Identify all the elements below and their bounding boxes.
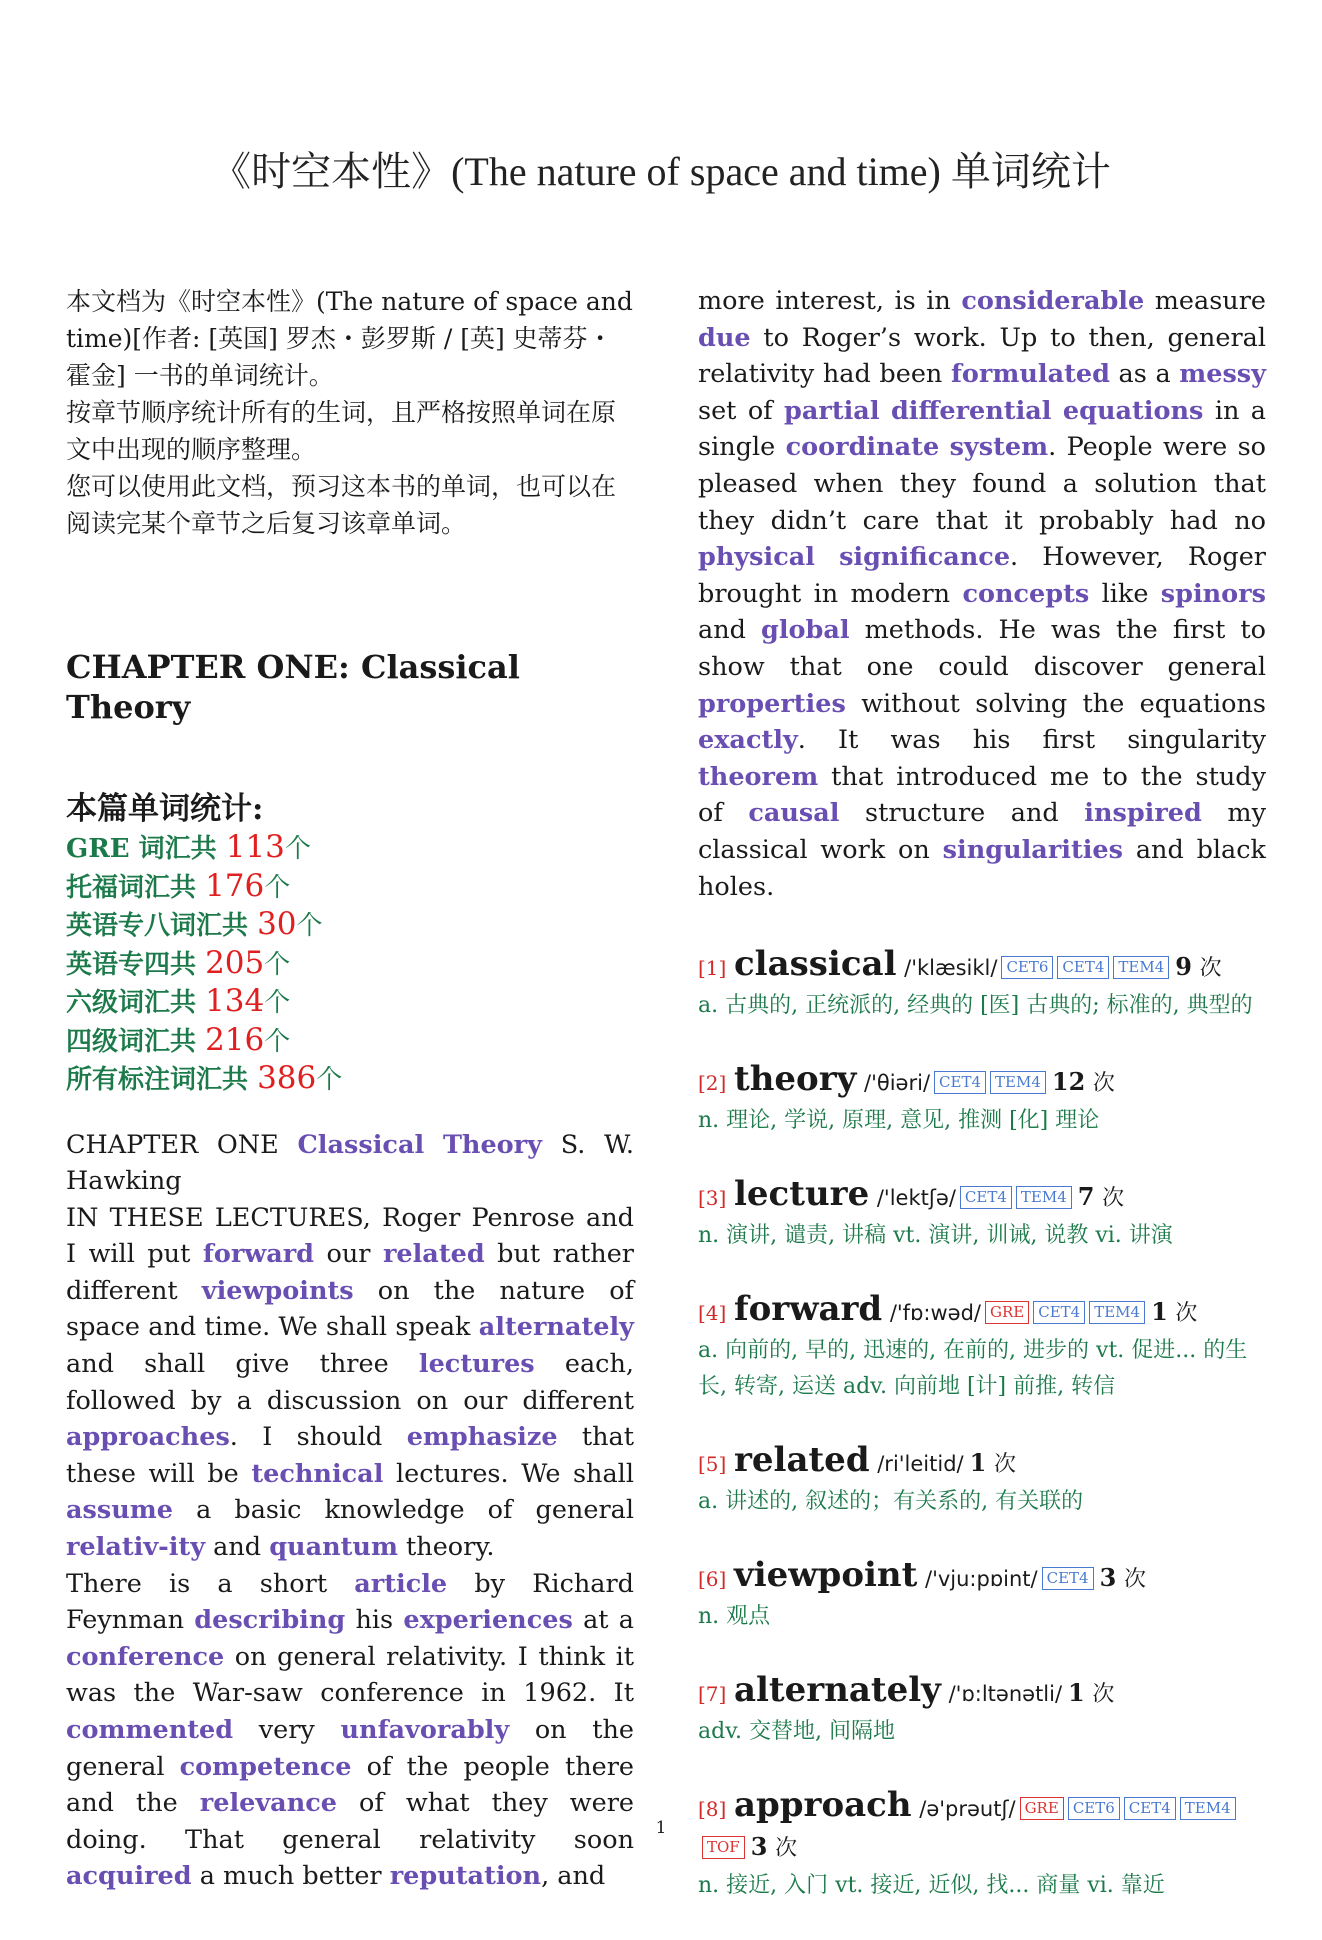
page-number: 1 — [655, 1818, 667, 1838]
highlighted-word: viewpoints — [201, 1275, 354, 1306]
vocab-entry-head — [698, 1671, 1266, 1714]
highlighted-word: significance — [839, 542, 1011, 573]
intro-line: 按章节顺序统计所有的生词，且严格按照单词在原文中出现的顺序整理。 — [66, 398, 617, 464]
stat-count: 113 — [225, 829, 285, 865]
entry-times-label: 次 — [1123, 1567, 1146, 1593]
highlighted-word: global — [761, 615, 850, 646]
highlighted-word: messy — [1179, 359, 1266, 390]
vocab-entry-head — [698, 1290, 1266, 1333]
stat-label: 六级词汇共 — [66, 988, 206, 1018]
stat-row — [66, 1060, 634, 1099]
text-run: IN THESE LECTURES, Roger Penrose and I will put — [66, 1202, 634, 1270]
highlighted-word: causal — [748, 798, 840, 829]
highlighted-word: Theory — [442, 1129, 542, 1160]
text-run: to Roger’s work. Up to then, general relativity had been — [698, 322, 1266, 390]
highlighted-word: alternately — [478, 1312, 634, 1343]
text-run: set of — [698, 395, 785, 426]
highlighted-word: assume — [66, 1495, 173, 1526]
level-tag: TEM4 — [1016, 1186, 1072, 1209]
level-tag: CET4 — [1033, 1301, 1085, 1324]
highlighted-word: describing — [194, 1605, 346, 1636]
text-run: of what they were doing. That general relativity soon — [66, 1788, 634, 1855]
text-run: as a — [1109, 359, 1180, 390]
entry-definition: a. 古典的, 正统派的, 经典的 [医] 古典的; 标准的, 典型的 — [698, 993, 1253, 1019]
entry-definition: n. 观点 — [698, 1604, 771, 1630]
document-title: 《时空本性》(The nature of space and time) 单词统计 — [211, 149, 1111, 194]
vocab-entry — [698, 1786, 1266, 1904]
vocab-entry-head — [698, 945, 1266, 988]
text-run: very — [233, 1715, 341, 1745]
entry-index: [1] — [698, 956, 727, 981]
entry-phonetic: /ri'leitid/ — [877, 1452, 964, 1477]
vocab-entry — [698, 945, 1266, 1024]
entry-phonetic: /'θiəri/ — [864, 1071, 931, 1096]
entry-index: [4] — [698, 1301, 727, 1326]
text-run: and shall give three — [66, 1349, 419, 1380]
highlighted-word: lectures — [418, 1349, 535, 1380]
highlighted-word: experiences — [403, 1605, 573, 1636]
level-tag: CET6 — [1068, 1797, 1120, 1820]
highlighted-word: conference — [66, 1641, 225, 1672]
entry-times-label: 次 — [1092, 1682, 1115, 1708]
stat-label: 英语专四共 — [66, 949, 206, 980]
text-run: that these will be — [66, 1422, 634, 1489]
highlighted-word: unfavorably — [340, 1715, 510, 1745]
highlighted-word: emphasize — [406, 1422, 558, 1453]
highlighted-word: due — [698, 322, 751, 353]
stat-label: 托福词汇共 — [66, 872, 206, 903]
entry-definition: a. 讲述的, 叙述的；有关系的, 有关联的 — [698, 1489, 1084, 1515]
left-column — [66, 283, 634, 1895]
paragraph — [66, 1200, 634, 1566]
entry-word: theory — [733, 1059, 857, 1100]
text-run: his — [345, 1605, 404, 1636]
right-column — [698, 283, 1266, 1940]
text-run: lectures. We shall — [383, 1458, 634, 1489]
highlighted-word: physical — [698, 542, 815, 573]
text-run: S. W. Hawking — [66, 1129, 634, 1197]
text-run — [880, 396, 891, 426]
text-run: on general relativity. I think it was the War-saw conference in 1962. It — [66, 1641, 634, 1709]
highlighted-word: concepts — [962, 578, 1090, 609]
entry-count: 9 — [1175, 952, 1192, 982]
highlighted-word: system — [949, 432, 1049, 463]
paragraph — [66, 1127, 634, 1200]
level-tag: CET4 — [1124, 1797, 1176, 1820]
stat-label: 四级词汇共 — [66, 1026, 206, 1057]
entry-count: 7 — [1077, 1182, 1095, 1212]
stat-row — [66, 945, 634, 984]
vocab-entry — [698, 1671, 1266, 1750]
vocab-entry-head — [698, 1060, 1266, 1103]
text-run: CHAPTER ONE — [66, 1129, 298, 1160]
entry-word: viewpoint — [733, 1555, 918, 1596]
text-run — [1051, 396, 1062, 426]
text-run: our — [314, 1239, 383, 1270]
entry-word: approach — [733, 1785, 912, 1826]
stat-row — [66, 983, 634, 1022]
text-run: a much better — [191, 1861, 390, 1892]
chapter-text-left — [66, 1127, 634, 1895]
vocab-entry — [698, 1060, 1266, 1139]
text-run: on the general — [66, 1715, 634, 1782]
entry-phonetic: /'vju:pɒint/ — [925, 1567, 1038, 1592]
level-tag: TEM4 — [990, 1071, 1046, 1094]
highlighted-word: exactly — [698, 725, 798, 756]
stat-count: 30 — [257, 906, 297, 942]
entry-times-label: 次 — [1175, 1301, 1198, 1327]
entry-count: 1 — [1068, 1678, 1085, 1708]
paragraph — [698, 283, 1266, 905]
level-tag: GRE — [985, 1301, 1029, 1324]
entry-index: [6] — [698, 1567, 727, 1592]
highlighted-word: approaches — [66, 1422, 230, 1453]
stat-count: 134 — [205, 983, 265, 1019]
highlighted-word: competence — [179, 1751, 352, 1782]
entry-word: forward — [733, 1289, 883, 1330]
entry-count: 3 — [750, 1832, 768, 1862]
vocab-list — [698, 945, 1266, 1904]
text-run: each, followed by a discussion on our different — [66, 1349, 634, 1416]
text-run: at a — [572, 1605, 634, 1636]
stat-count: 386 — [257, 1060, 317, 1096]
entry-word: related — [733, 1440, 870, 1481]
highlighted-word: acquired — [66, 1861, 192, 1892]
level-tag: TEM4 — [1089, 1301, 1145, 1324]
entry-phonetic: /ə'prəutʃ/ — [919, 1797, 1016, 1822]
highlighted-word: commented — [66, 1715, 234, 1745]
highlighted-word: inspired — [1084, 798, 1202, 829]
stat-row — [66, 1022, 634, 1061]
text-run: theory. — [397, 1532, 495, 1563]
highlighted-word: forward — [202, 1239, 314, 1270]
text-run: in a single — [698, 395, 1267, 463]
highlighted-word: article — [354, 1568, 448, 1599]
text-run: , and — [541, 1861, 606, 1892]
text-run: but rather different — [66, 1239, 634, 1306]
entry-index: [8] — [698, 1797, 727, 1822]
entry-count: 12 — [1051, 1067, 1086, 1097]
intro-section — [66, 283, 634, 542]
text-run: . People were so pleased when they found a solution that they didn’t care that it probably had no — [698, 432, 1267, 536]
vocab-entry — [698, 1556, 1266, 1635]
entry-times-label: 次 — [1102, 1186, 1125, 1212]
stat-label: GRE 词汇共 — [66, 834, 226, 864]
text-run: by Richard Feynman — [66, 1568, 635, 1636]
level-tag: TOF — [702, 1836, 745, 1859]
text-run: methods. He was the first to show that one could discover general — [698, 615, 1266, 682]
stat-unit: 个 — [264, 949, 291, 980]
highlighted-word: relativ-ity — [66, 1532, 206, 1563]
text-run — [815, 542, 839, 572]
entry-word: lecture — [733, 1174, 870, 1215]
entry-times-label: 次 — [775, 1836, 798, 1862]
text-run: and black holes. — [698, 834, 1266, 902]
highlighted-word: equations — [1062, 395, 1204, 426]
level-tag: GRE — [1020, 1797, 1064, 1820]
entry-index: [2] — [698, 1071, 727, 1096]
level-tag: TEM4 — [1113, 956, 1169, 979]
vocab-entry — [698, 1290, 1266, 1405]
highlighted-word: considerable — [961, 286, 1145, 316]
stat-row — [66, 868, 634, 907]
stat-unit: 个 — [264, 988, 291, 1018]
entry-count: 1 — [1151, 1297, 1168, 1327]
text-run: of the people there and the — [66, 1751, 634, 1819]
level-tag: TEM4 — [1180, 1797, 1236, 1820]
highlighted-word: relevance — [199, 1788, 337, 1819]
entry-phonetic: /'klæsikl/ — [904, 956, 998, 981]
stat-unit: 个 — [264, 872, 291, 903]
paragraph — [66, 1566, 634, 1895]
vocab-entry-head — [698, 1441, 1266, 1484]
vocab-entry-head — [698, 1175, 1266, 1218]
entry-index: [7] — [698, 1682, 727, 1707]
highlighted-word: Classical — [297, 1129, 425, 1160]
entry-definition: n. 演讲, 谴责, 讲稿 vt. 演讲, 训诫, 说教 vi. 讲演 — [698, 1223, 1173, 1249]
entry-index: [5] — [698, 1452, 727, 1477]
highlighted-word: partial — [784, 395, 880, 426]
entry-phonetic: /'lektʃə/ — [876, 1186, 956, 1211]
entry-word: classical — [733, 944, 897, 985]
text-run: my classical work on — [698, 798, 1266, 865]
chapter-text-right — [698, 283, 1266, 905]
entry-times-label: 次 — [1092, 1071, 1115, 1097]
text-run: without solving the equations — [845, 688, 1266, 719]
text-run — [939, 432, 949, 462]
stat-unit: 个 — [296, 911, 323, 941]
stat-count: 216 — [205, 1021, 265, 1058]
text-run: on the nature of space and time. We shall speak — [66, 1275, 634, 1343]
highlighted-word: technical — [251, 1458, 384, 1489]
entry-phonetic: /'fɒ:wəd/ — [889, 1301, 981, 1326]
text-run: . I should — [229, 1422, 407, 1453]
text-run: measure — [1144, 286, 1266, 316]
vocab-entry-head — [698, 1556, 1266, 1599]
highlighted-word: formulated — [950, 359, 1110, 390]
text-run: like — [1089, 578, 1161, 609]
highlighted-word: quantum — [269, 1532, 398, 1563]
stat-row — [66, 906, 634, 945]
text-run: that introduced me to the study of — [698, 761, 1266, 829]
entry-count: 3 — [1099, 1563, 1117, 1593]
highlighted-word: reputation — [389, 1861, 542, 1892]
entry-word: alternately — [733, 1670, 941, 1711]
entry-times-label: 次 — [993, 1452, 1016, 1478]
entry-times-label: 次 — [1199, 956, 1222, 982]
vocab-entry — [698, 1441, 1266, 1520]
text-run — [424, 1130, 443, 1160]
level-tag: CET4 — [1057, 956, 1109, 979]
text-run: and — [205, 1532, 270, 1563]
stat-count: 176 — [205, 867, 265, 904]
stat-count: 205 — [205, 944, 265, 981]
level-tag: CET6 — [1001, 956, 1053, 979]
level-tag: CET4 — [1042, 1567, 1094, 1590]
highlighted-word: coordinate — [785, 432, 940, 463]
text-run: structure and — [839, 798, 1085, 829]
text-run: more interest, is in — [698, 286, 962, 316]
highlighted-word: properties — [698, 688, 846, 719]
entry-definition: a. 向前的, 早的, 迅速的, 在前的, 进步的 vt. 促进... 的生长, 转寄, 运送 adv. 向前地 [计] 前推, 转信 — [698, 1338, 1248, 1400]
entry-phonetic: /'ɒ:ltənətli/ — [948, 1682, 1063, 1707]
text-run: . It was his first singularity — [797, 725, 1266, 756]
highlighted-word: spinors — [1160, 578, 1266, 609]
highlighted-word: differential — [890, 395, 1052, 426]
stat-unit: 个 — [316, 1065, 343, 1095]
stat-label: 英语专八词汇共 — [66, 911, 258, 941]
level-tag: CET4 — [934, 1071, 986, 1094]
intro-line: 您可以使用此文档，预习这本书的单词，也可以在阅读完某个章节之后复习该章单词。 — [66, 472, 617, 538]
vocab-entry — [698, 1175, 1266, 1254]
text-run: . However, Roger brought in modern — [698, 542, 1266, 609]
highlighted-word: theorem — [698, 761, 819, 792]
entry-definition: n. 理论, 学说, 原理, 意见, 推测 [化] 理论 — [698, 1108, 1100, 1134]
stat-unit: 个 — [284, 834, 311, 864]
highlighted-word: singularities — [942, 834, 1123, 865]
intro-line: 本文档为《时空本性》(The nature of space and time)[作者: [英国] 罗杰・彭罗斯 / [英] 史蒂芬・霍金] 一书的单词统计。 — [66, 287, 633, 390]
level-tag: CET4 — [960, 1186, 1012, 1209]
entry-count: 1 — [969, 1448, 987, 1478]
entry-definition: n. 接近, 入门 vt. 接近, 近似, 找... 商量 vi. 靠近 — [698, 1873, 1165, 1899]
chapter-heading: CHAPTER ONE: Classical Theory — [66, 648, 520, 726]
text-run: and — [698, 615, 761, 646]
highlighted-word: related — [382, 1239, 485, 1270]
stat-unit: 个 — [264, 1026, 291, 1057]
text-run: a basic knowledge of general — [172, 1495, 634, 1526]
text-run: There is a short — [66, 1568, 355, 1599]
stat-label: 所有标注词汇共 — [66, 1065, 258, 1095]
stat-row — [66, 829, 634, 868]
entry-index: [3] — [698, 1186, 727, 1211]
entry-definition: adv. 交替地, 间隔地 — [698, 1719, 895, 1745]
stats-title: 本篇单词统计: — [66, 791, 264, 827]
stats-list — [66, 829, 634, 1099]
